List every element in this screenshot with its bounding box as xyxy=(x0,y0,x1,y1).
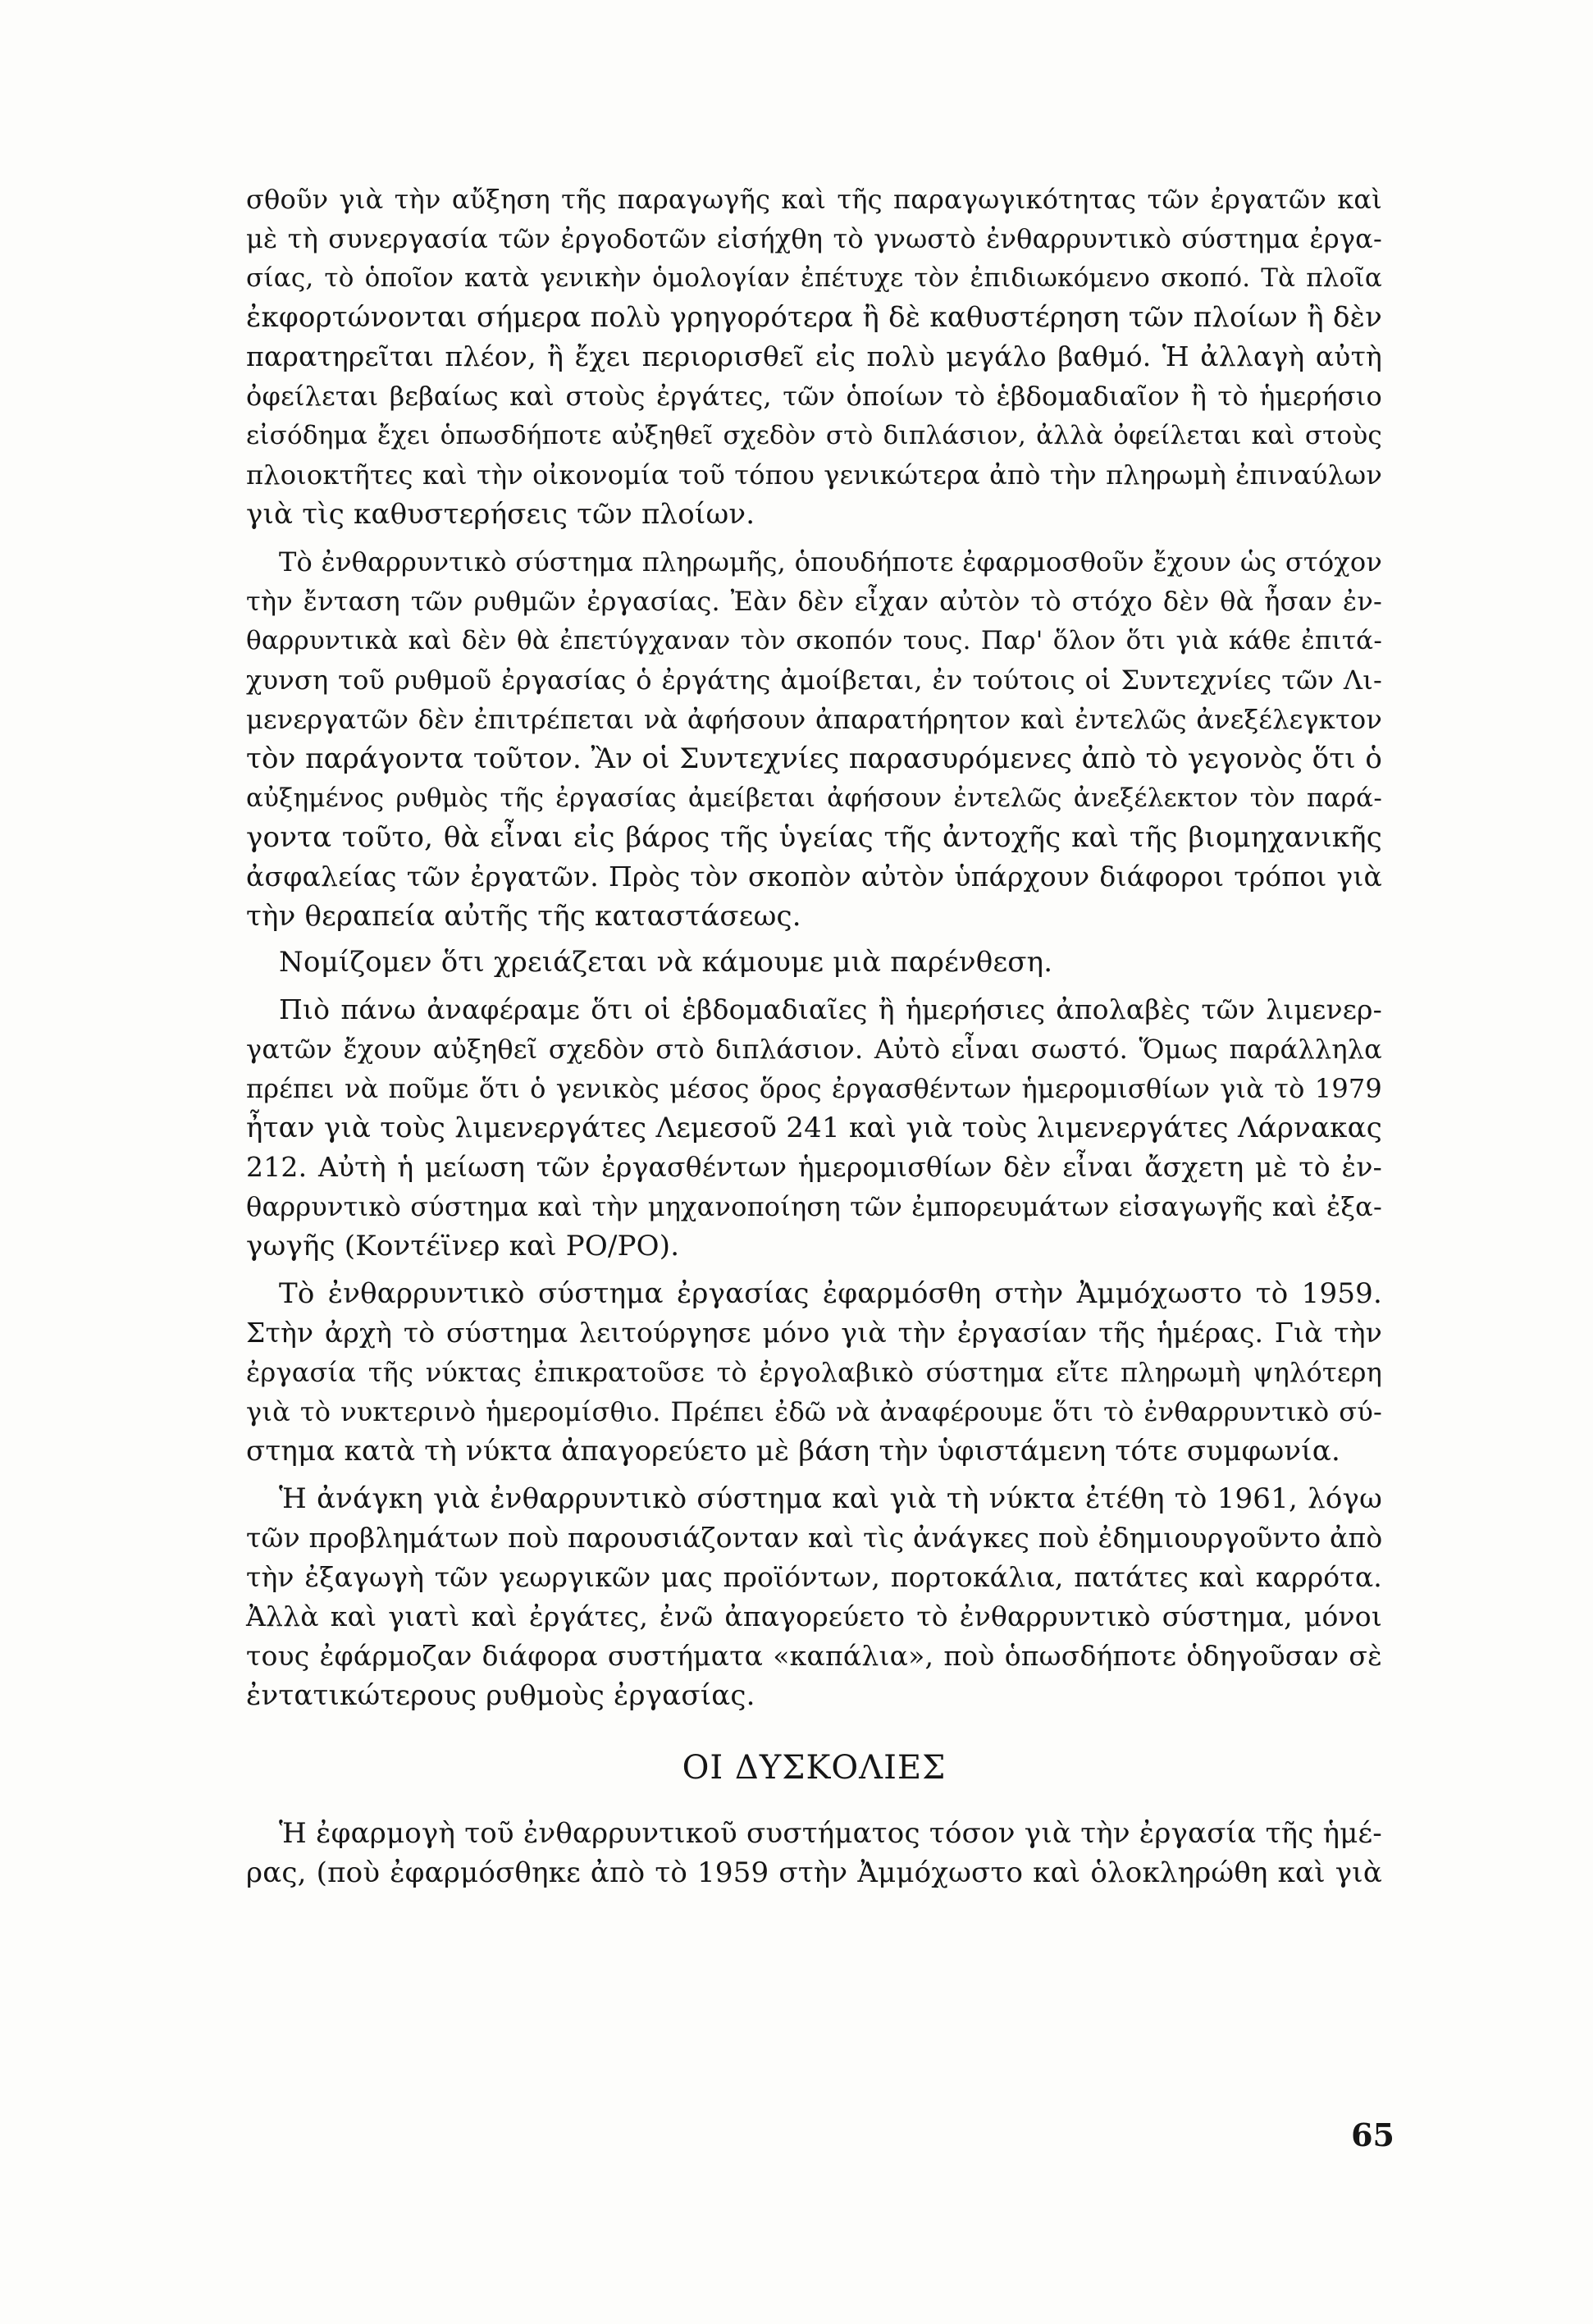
text-line: ἦταν γιὰ τοὺς λιμενεργάτες Λεμεσοῦ 241 καὶ γιὰ τοὺς λιμενεργάτες Λάρνακας xyxy=(246,1112,1382,1144)
page-number: 65 xyxy=(1351,2116,1394,2153)
paragraph-start-line: Νομίζομεν ὅτι χρειάζεται νὰ κάμουμε μιὰ παρένθεση. xyxy=(279,946,1053,979)
text-line: ὀφείλεται βεβαίως καὶ στοὺς ἐργάτες, τῶν ὁποίων τὸ ἑβδομαδιαῖον ἢ τὸ ἡμερήσιο xyxy=(246,381,1382,412)
text-line: ἀσφαλείας τῶν ἐργατῶν. Πρὸς τὸν σκοπὸν αὐτὸν ὑπάρχουν διάφοροι τρόποι γιὰ xyxy=(246,861,1382,893)
text-line: μὲ τὴ συνεργασία τῶν ἐργοδοτῶν εἰσήχθη τὸ γνωστὸ ἐνθαρρυντικὸ σύστημα ἐργα- xyxy=(246,223,1382,254)
paragraph-start-line: Ἡ ἀνάγκη γιὰ ἐνθαρρυντικὸ σύστημα καὶ γιὰ τὴ νύκτα ἐτέθη τὸ 1961, λόγω xyxy=(279,1482,1382,1515)
text-line: Στὴν ἀρχὴ τὸ σύστημα λειτούργησε μόνο γιὰ τὴν ἐργασίαν τῆς ἡμέρας. Γιὰ τὴν xyxy=(246,1317,1382,1349)
section-heading: ΟΙ ΔΥΣΚΟΛΙΕΣ xyxy=(682,1749,947,1787)
text-line: Ἀλλὰ καὶ γιατὶ καὶ ἐργάτες, ἐνῶ ἀπαγορεύετο τὸ ἐνθαρρυντικὸ σύστημα, μόνοι xyxy=(246,1600,1382,1632)
text-line: εἰσόδημα ἔχει ὁπωσδήποτε αὐξηθεῖ σχεδὸν στὸ διπλάσιον, ἀλλὰ ὀφείλεται καὶ στοὺς xyxy=(246,421,1382,450)
text-line: σθοῦν γιὰ τὴν αὔξηση τῆς παραγωγῆς καὶ τῆς παραγωγικότητας τῶν ἐργατῶν καὶ xyxy=(246,184,1382,215)
text-line: αὐξημένος ρυθμὸς τῆς ἐργασίας ἀμείβεται ἀφήσουν ἐντελῶς ἀνεξέλεκτον τὸν παρά- xyxy=(246,783,1382,813)
text-line: σίας, τὸ ὁποῖον κατὰ γενικὴν ὁμολογίαν ἐπέτυχε τὸν ἐπιδιωκόμενο σκοπό. Τὰ πλοῖα xyxy=(246,263,1382,293)
text-line: στημα κατὰ τὴ νύκτα ἀπαγορεύετο μὲ βάση τὴν ὑφιστάμενη τότε συμφωνία. xyxy=(246,1435,1340,1468)
text-line: τὴν ἐξαγωγὴ τῶν γεωργικῶν μας προϊόντων, πορτοκάλια, πατάτες καὶ καρρότα. xyxy=(246,1561,1382,1593)
text-line: τὴν ἔνταση τῶν ρυθμῶν ἐργασίας. Ἐὰν δὲν εἶχαν αὐτὸν τὸ στόχο δὲν θὰ ἦσαν ἐν- xyxy=(246,586,1382,617)
text-line: ἐντατικώτερους ρυθμοὺς ἐργασίας. xyxy=(246,1679,755,1712)
text-line: γιὰ τὶς καθυστερήσεις τῶν πλοίων. xyxy=(246,498,755,531)
text-line: τὴν θεραπεία αὐτῆς τῆς καταστάσεως. xyxy=(246,900,801,933)
text-line: γοντα τοῦτο, θὰ εἶναι εἰς βάρος τῆς ὑγείας τῆς ἀντοχῆς καὶ τῆς βιομηχανικῆς xyxy=(246,821,1382,854)
text-line: ἐκφορτώνονται σήμερα πολὺ γρηγορότερα ἢ δὲ καθυστέρηση τῶν πλοίων ἢ δὲν xyxy=(246,301,1382,334)
paragraph-start-line: Πιὸ πάνω ἀναφέραμε ὅτι οἱ ἑβδομαδιαῖες ἢ ἡμερήσιες ἀπολαβὲς τῶν λιμενερ- xyxy=(279,993,1382,1025)
text-line: θαρρυντικὸ σύστημα καὶ τὴν μηχανοποίηση τῶν ἐμπορευμάτων εἰσαγωγῆς καὶ ἐξα- xyxy=(246,1191,1382,1222)
text-line: πλοιοκτῆτες καὶ τὴν οἰκονομία τοῦ τόπου γενικώτερα ἀπὸ τὴν πληρωμὴ ἐπιναύλων xyxy=(246,459,1382,491)
paragraph-start-line: Τὸ ἐνθαρρυντικὸ σύστημα ἐργασίας ἐφαρμόσθη στὴν Ἀμμόχωστο τὸ 1959. xyxy=(279,1277,1382,1310)
text-line: τῶν προβλημάτων ποὺ παρουσιάζονταν καὶ τὶς ἀνάγκες ποὺ ἐδημιουργοῦντο ἀπὸ xyxy=(246,1522,1383,1554)
text-line: γατῶν ἔχουν αὐξηθεῖ σχεδὸν στὸ διπλάσιον. Αὐτὸ εἶναι σωστό. Ὅμως παράλληλα xyxy=(246,1034,1382,1065)
text-line: τὸν παράγοντα τοῦτον. Ἂν οἱ Συντεχνίες παρασυρόμενες ἀπὸ τὸ γεγονὸς ὅτι ὁ xyxy=(246,742,1382,775)
text-line: 212. Αὐτὴ ἡ μείωση τῶν ἐργασθέντων ἡμερομισθίων δὲν εἶναι ἄσχετη μὲ τὸ ἐν- xyxy=(246,1151,1382,1183)
text-line: μενεργατῶν δὲν ἐπιτρέπεται νὰ ἀφήσουν ἀπαρατήρητον καὶ ἐντελῶς ἀνεξέλεγκτον xyxy=(246,704,1382,735)
text-line: παρατηρεῖται πλέον, ἢ ἔχει περιορισθεῖ εἰς πολὺ μεγάλο βαθμό. Ἡ ἀλλαγὴ αὐτὴ xyxy=(246,340,1382,372)
text-line: πρέπει νὰ ποῦμε ὅτι ὁ γενικὸς μέσος ὅρος ἐργασθέντων ἡμερομισθίων γιὰ τὸ 1979 xyxy=(246,1073,1382,1104)
paragraph-start-line: Ἡ ἐφαρμογὴ τοῦ ἐνθαρρυντικοῦ συστήματος τόσον γιὰ τὴν ἐργασία τῆς ἡμέ- xyxy=(279,1817,1382,1850)
text-line: θαρρυντικὰ καὶ δὲν θὰ ἐπετύγχαναν τὸν σκοπόν τους. Παρ' ὅλον ὅτι γιὰ κάθε ἐπιτά- xyxy=(246,626,1382,655)
text-line: γωγῆς (Κοντέϊνερ καὶ ΡΟ/ΡΟ). xyxy=(246,1230,680,1262)
paragraph-start-line: Τὸ ἐνθαρρυντικὸ σύστημα πληρωμῆς, ὁπουδήποτε ἐφαρμοσθοῦν ἔχουν ὡς στόχον xyxy=(279,546,1382,578)
text-line: ἐργασία τῆς νύκτας ἐπικρατοῦσε τὸ ἐργολαβικὸ σύστημα εἴτε πληρωμὴ ψηλότερη xyxy=(246,1357,1382,1388)
text-line: ρας, (ποὺ ἐφαρμόσθηκε ἀπὸ τὸ 1959 στὴν Ἀμμόχωστο καὶ ὁλοκληρώθη καὶ γιὰ xyxy=(246,1856,1382,1889)
text-line: χυνση τοῦ ρυθμοῦ ἐργασίας ὁ ἐργάτης ἀμοίβεται, ἐν τούτοις οἱ Συντεχνίες τῶν Λι- xyxy=(246,664,1382,696)
text-line: τους ἐφάρμοζαν διάφορα συστήματα «καπάλια», ποὺ ὁπωσδήποτε ὁδηγοῦσαν σὲ xyxy=(246,1640,1382,1672)
text-line: γιὰ τὸ νυκτερινὸ ἡμερομίσθιο. Πρέπει ἐδῶ νὰ ἀναφέρουμε ὅτι τὸ ἐνθαρρυντικὸ σύ- xyxy=(246,1396,1382,1427)
